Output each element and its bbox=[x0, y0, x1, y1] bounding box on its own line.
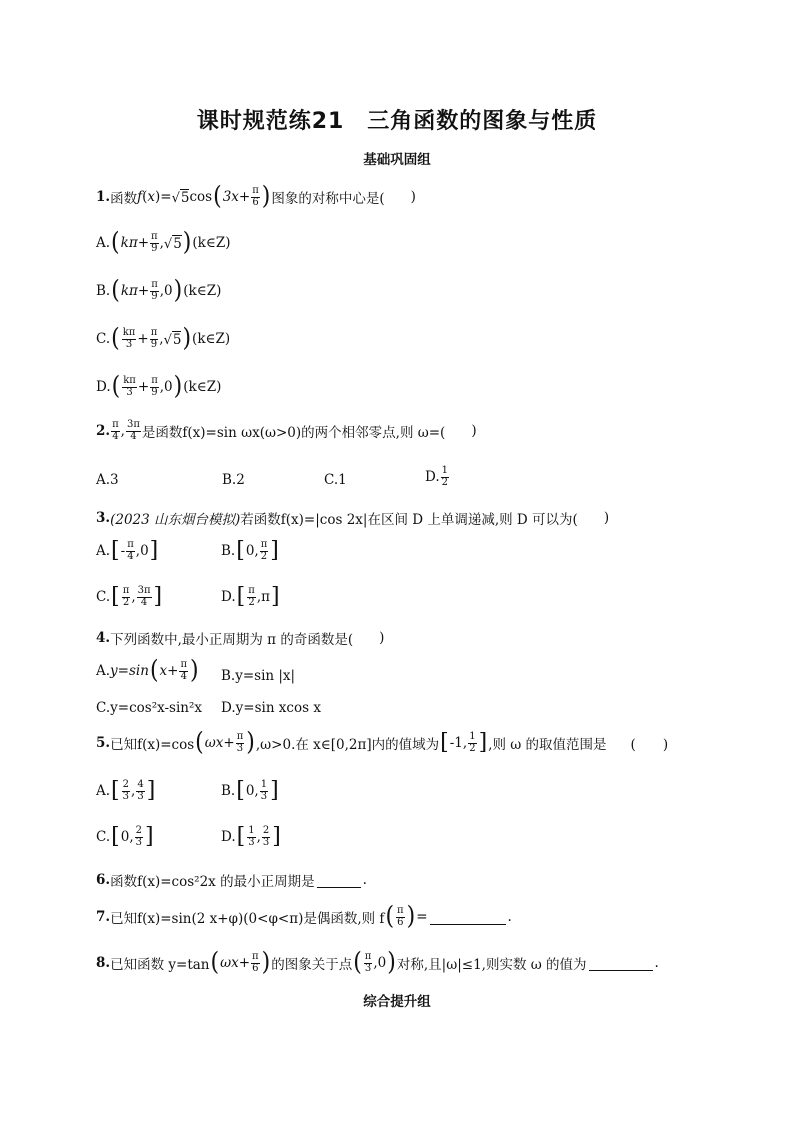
q1-option-b: B. ( kπ+ $\frac{\pi}{9}$ ,0 ) (k∈Z) bbox=[96, 276, 222, 305]
q1-option-c: C. ( $\frac{k\pi}{3}$ + $\frac{\pi}{9}$ , √ 5 ) (k∈Z) bbox=[96, 324, 231, 353]
q1-stem-a: 函数 bbox=[110, 191, 138, 207]
q2-option-c: C.1 bbox=[324, 472, 347, 488]
q5-option-b: B. [ 0, $\frac{1}{3}$ ] bbox=[221, 778, 279, 803]
section-basic: 基础巩固组 bbox=[363, 152, 431, 168]
q3-option-d: D. [ $\frac{\pi}{2}$ ,π ] bbox=[221, 584, 280, 609]
question-3: 3. (2023 山东烟台模拟) 若函数f(x)=|cos 2x|在区间 D 上单调递减,则 D 可以为( ) bbox=[96, 510, 610, 528]
sqrt-symbol: √ 5 bbox=[171, 189, 190, 206]
q4-option-d: D.y=sin xcos x bbox=[221, 700, 321, 716]
q1-frac: $\frac{\pi}{6}$ bbox=[252, 185, 259, 208]
question-8: 8. 已知函数 y=tan ( ωx+ $\frac{\pi}{6}$ ) 的图象关于点 ( $\frac{\pi}{3}$ ,0 ) 对称,且|ω|≤1,则实数 ω 的值为 . bbox=[96, 948, 659, 977]
q2-option-a: A.3 bbox=[96, 472, 119, 488]
q5-option-c: C. [ 0, $\frac{2}{3}$ ] bbox=[96, 824, 154, 849]
question-1: 1. 函数 f ( x ) = √ 5 cos ( 3x+ $\frac{\pi}{6}$ ) 图象的对称中心是( ) bbox=[96, 182, 416, 211]
question-7: 7. 已知f(x)=sin(2 x+φ)(0<φ<π)是偶函数,则 f ( $\frac{\pi}{6}$ ) = . bbox=[96, 902, 512, 931]
q2-option-d: D. $\frac{1}{2}$ bbox=[425, 465, 449, 488]
answer-blank[interactable] bbox=[317, 873, 361, 888]
q3-option-c: C. [ $\frac{\pi}{2}$ , $\frac{3\pi}{4}$ ] bbox=[96, 584, 163, 609]
question-4: 4. 下列函数中,最小正周期为 π 的奇函数是( ) bbox=[96, 630, 385, 648]
q4-option-b: B.y=sin |x| bbox=[221, 668, 296, 684]
q1-option-a: A. ( kπ+ $\frac{\pi}{9}$ , √ 5 ) (k∈Z) bbox=[96, 228, 231, 257]
q1-option-d: D. ( $\frac{k\pi}{3}$ + $\frac{\pi}{9}$ ,0 ) (k∈Z) bbox=[96, 372, 222, 401]
q3-option-b: B. [ 0, $\frac{\pi}{2}$ ] bbox=[221, 538, 279, 563]
q2-option-b: B.2 bbox=[222, 472, 245, 488]
question-2: 2. $\frac{\pi}{4}$ , $\frac{3\pi}{4}$ 是函数f(x)=sin ωx(ω>0)的两个相邻零点,则 ω=( ) bbox=[96, 419, 477, 442]
q3-option-a: A. [ - $\frac{\pi}{4}$ ,0 ] bbox=[96, 538, 159, 563]
section-comprehensive: 综合提升组 bbox=[363, 994, 431, 1010]
question-5: 5. 已知f(x)=cos ( ωx+ $\frac{\pi}{3}$ ) ,ω>0.在 x∈[0,2π]内的值域为 [ -1, $\frac{1}{2}$ ] ,则 ω 的取值范围是 ( ) bbox=[96, 728, 669, 757]
q5-option-d: D. [ $\frac{1}{3}$ , $\frac{2}{3}$ ] bbox=[221, 824, 281, 849]
q4-option-a: A. y=sin ( x+ $\frac{\pi}{4}$ ) bbox=[96, 656, 199, 685]
q4-option-c: C.y=cos²x-sin²x bbox=[96, 700, 203, 716]
q1-stem-b: 图象的对称中心是( bbox=[271, 191, 385, 207]
q5-option-a: A. [ $\frac{2}{3}$ , $\frac{4}{3}$ ] bbox=[96, 778, 156, 803]
page-title: 课时规范练21 三角函数的图象与性质 bbox=[196, 109, 598, 134]
answer-blank[interactable] bbox=[589, 956, 653, 971]
answer-blank[interactable] bbox=[430, 910, 506, 925]
question-6: 6. 函数f(x)=cos²2x 的最小正周期是 . bbox=[96, 872, 367, 890]
q1-number: 1. bbox=[96, 189, 111, 205]
